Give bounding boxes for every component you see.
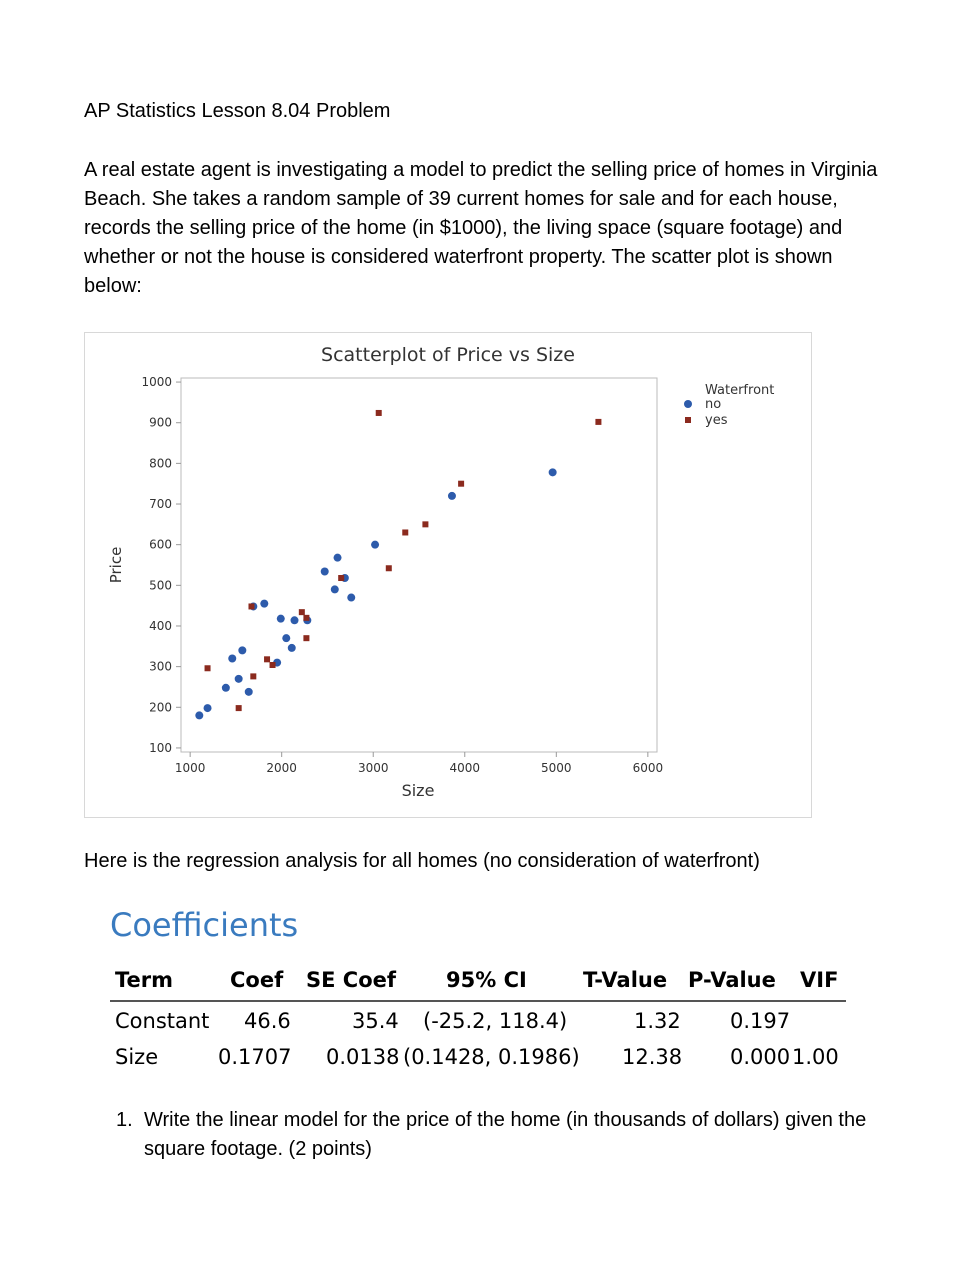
data-point-no bbox=[288, 644, 296, 652]
header-coef: Coef bbox=[230, 968, 284, 992]
coefficients-header-row bbox=[110, 962, 846, 1002]
data-point-no bbox=[195, 711, 203, 719]
row-term: Constant bbox=[115, 1009, 210, 1033]
legend-marker-yes bbox=[685, 417, 691, 423]
data-point-yes bbox=[422, 521, 428, 527]
data-point-no bbox=[549, 468, 557, 476]
data-point-yes bbox=[236, 705, 242, 711]
data-point-no bbox=[448, 492, 456, 500]
data-point-no bbox=[222, 684, 230, 692]
data-point-no bbox=[235, 675, 243, 683]
row-se: 0.0138 bbox=[326, 1045, 400, 1069]
legend-title: Waterfront bbox=[705, 383, 775, 398]
data-point-no bbox=[347, 594, 355, 602]
x-tick-label: 5000 bbox=[541, 761, 572, 775]
data-point-yes bbox=[248, 603, 254, 609]
data-point-no bbox=[371, 541, 379, 549]
question-item bbox=[116, 1106, 876, 1164]
question-text: Write the linear model for the price of the home (in thousands of dollars) given the square footage. (2 points) bbox=[144, 1109, 867, 1160]
coefficients-row bbox=[110, 1038, 846, 1074]
row-ci: (-25.2, 118.4) bbox=[423, 1009, 568, 1033]
header-p-value: P-Value bbox=[688, 968, 776, 992]
x-tick-label: 1000 bbox=[174, 761, 206, 775]
scatterplot-figure bbox=[84, 332, 812, 818]
data-point-yes bbox=[250, 673, 256, 679]
header-vif: VIF bbox=[800, 968, 839, 992]
row-coef: 46.6 bbox=[244, 1009, 291, 1033]
header-ci: 95% CI bbox=[446, 968, 527, 992]
intro-paragraph: A real estate agent is investigating a model to predict the selling price of homes in Virginia Beach. She takes a random sample of 39 current homes for sale and for each house, records the selling price of the home (in $1000), the living space (square footage) and whether or not the house is considered waterfront property. The scatter plot is shown below: bbox=[84, 159, 878, 297]
y-tick-label: 400 bbox=[149, 618, 172, 633]
data-point-no bbox=[291, 616, 299, 624]
row-t: 1.32 bbox=[634, 1009, 681, 1033]
coefficients-table bbox=[110, 962, 846, 1074]
row-t: 12.38 bbox=[622, 1045, 683, 1069]
y-tick-label: 300 bbox=[149, 659, 172, 674]
row-vif: 1.00 bbox=[792, 1045, 839, 1069]
coefficients-heading: Coefficients bbox=[110, 906, 299, 944]
y-tick-label: 500 bbox=[149, 578, 172, 593]
data-point-yes bbox=[303, 615, 309, 621]
data-point-no bbox=[245, 688, 253, 696]
legend-marker-no bbox=[684, 400, 692, 408]
data-point-yes bbox=[595, 419, 601, 425]
data-point-no bbox=[282, 634, 290, 642]
row-ci: (0.1428, 0.1986) bbox=[403, 1045, 580, 1069]
data-point-yes bbox=[402, 529, 408, 535]
header-term: Term bbox=[115, 968, 174, 992]
data-point-yes bbox=[376, 410, 382, 416]
y-tick-label: 700 bbox=[149, 497, 172, 512]
data-point-yes bbox=[386, 565, 392, 571]
coefficients-row bbox=[110, 1002, 846, 1038]
data-point-yes bbox=[299, 609, 305, 615]
data-point-yes bbox=[458, 481, 464, 487]
regression-note: Here is the regression analysis for all homes (no consideration of waterfront) bbox=[84, 850, 760, 872]
y-tick-label: 200 bbox=[149, 700, 172, 715]
data-point-yes bbox=[205, 665, 211, 671]
chart-title: Scatterplot of Price vs Size bbox=[321, 344, 575, 366]
data-point-no bbox=[204, 704, 212, 712]
legend-label: yes bbox=[705, 413, 728, 428]
data-point-no bbox=[260, 600, 268, 608]
x-axis-label: Size bbox=[401, 781, 435, 800]
data-point-yes bbox=[303, 635, 309, 641]
row-p: 0.197 bbox=[730, 1009, 791, 1033]
problem-intro bbox=[84, 156, 884, 301]
data-point-no bbox=[238, 646, 246, 654]
y-tick-label: 100 bbox=[149, 740, 172, 755]
plot-area-frame bbox=[181, 378, 657, 752]
data-point-no bbox=[331, 585, 339, 593]
x-tick-label: 6000 bbox=[632, 761, 664, 775]
scatterplot-chart bbox=[85, 333, 811, 817]
x-tick-label: 3000 bbox=[357, 761, 389, 775]
row-coef: 0.1707 bbox=[218, 1045, 292, 1069]
row-p: 0.000 bbox=[730, 1045, 791, 1069]
page-title: AP Statistics Lesson 8.04 Problem bbox=[84, 100, 391, 122]
data-point-yes bbox=[338, 575, 344, 581]
header-t-value: T-Value bbox=[583, 968, 668, 992]
row-se: 35.4 bbox=[352, 1009, 399, 1033]
data-point-no bbox=[334, 554, 342, 562]
data-point-no bbox=[228, 655, 236, 663]
data-point-yes bbox=[264, 656, 270, 662]
data-point-yes bbox=[270, 662, 276, 668]
question-number: 1. bbox=[116, 1109, 133, 1131]
legend-label: no bbox=[705, 397, 722, 412]
x-tick-label: 4000 bbox=[449, 761, 481, 775]
y-axis-label: Price bbox=[107, 546, 125, 584]
data-point-no bbox=[277, 615, 285, 623]
y-tick-label: 1000 bbox=[141, 375, 172, 390]
y-tick-label: 900 bbox=[149, 415, 172, 430]
y-tick-label: 600 bbox=[149, 537, 172, 552]
x-tick-label: 2000 bbox=[266, 761, 297, 775]
data-point-no bbox=[321, 568, 329, 576]
header-se-coef: SE Coef bbox=[306, 968, 396, 992]
row-term: Size bbox=[115, 1045, 159, 1069]
y-tick-label: 800 bbox=[149, 456, 172, 471]
